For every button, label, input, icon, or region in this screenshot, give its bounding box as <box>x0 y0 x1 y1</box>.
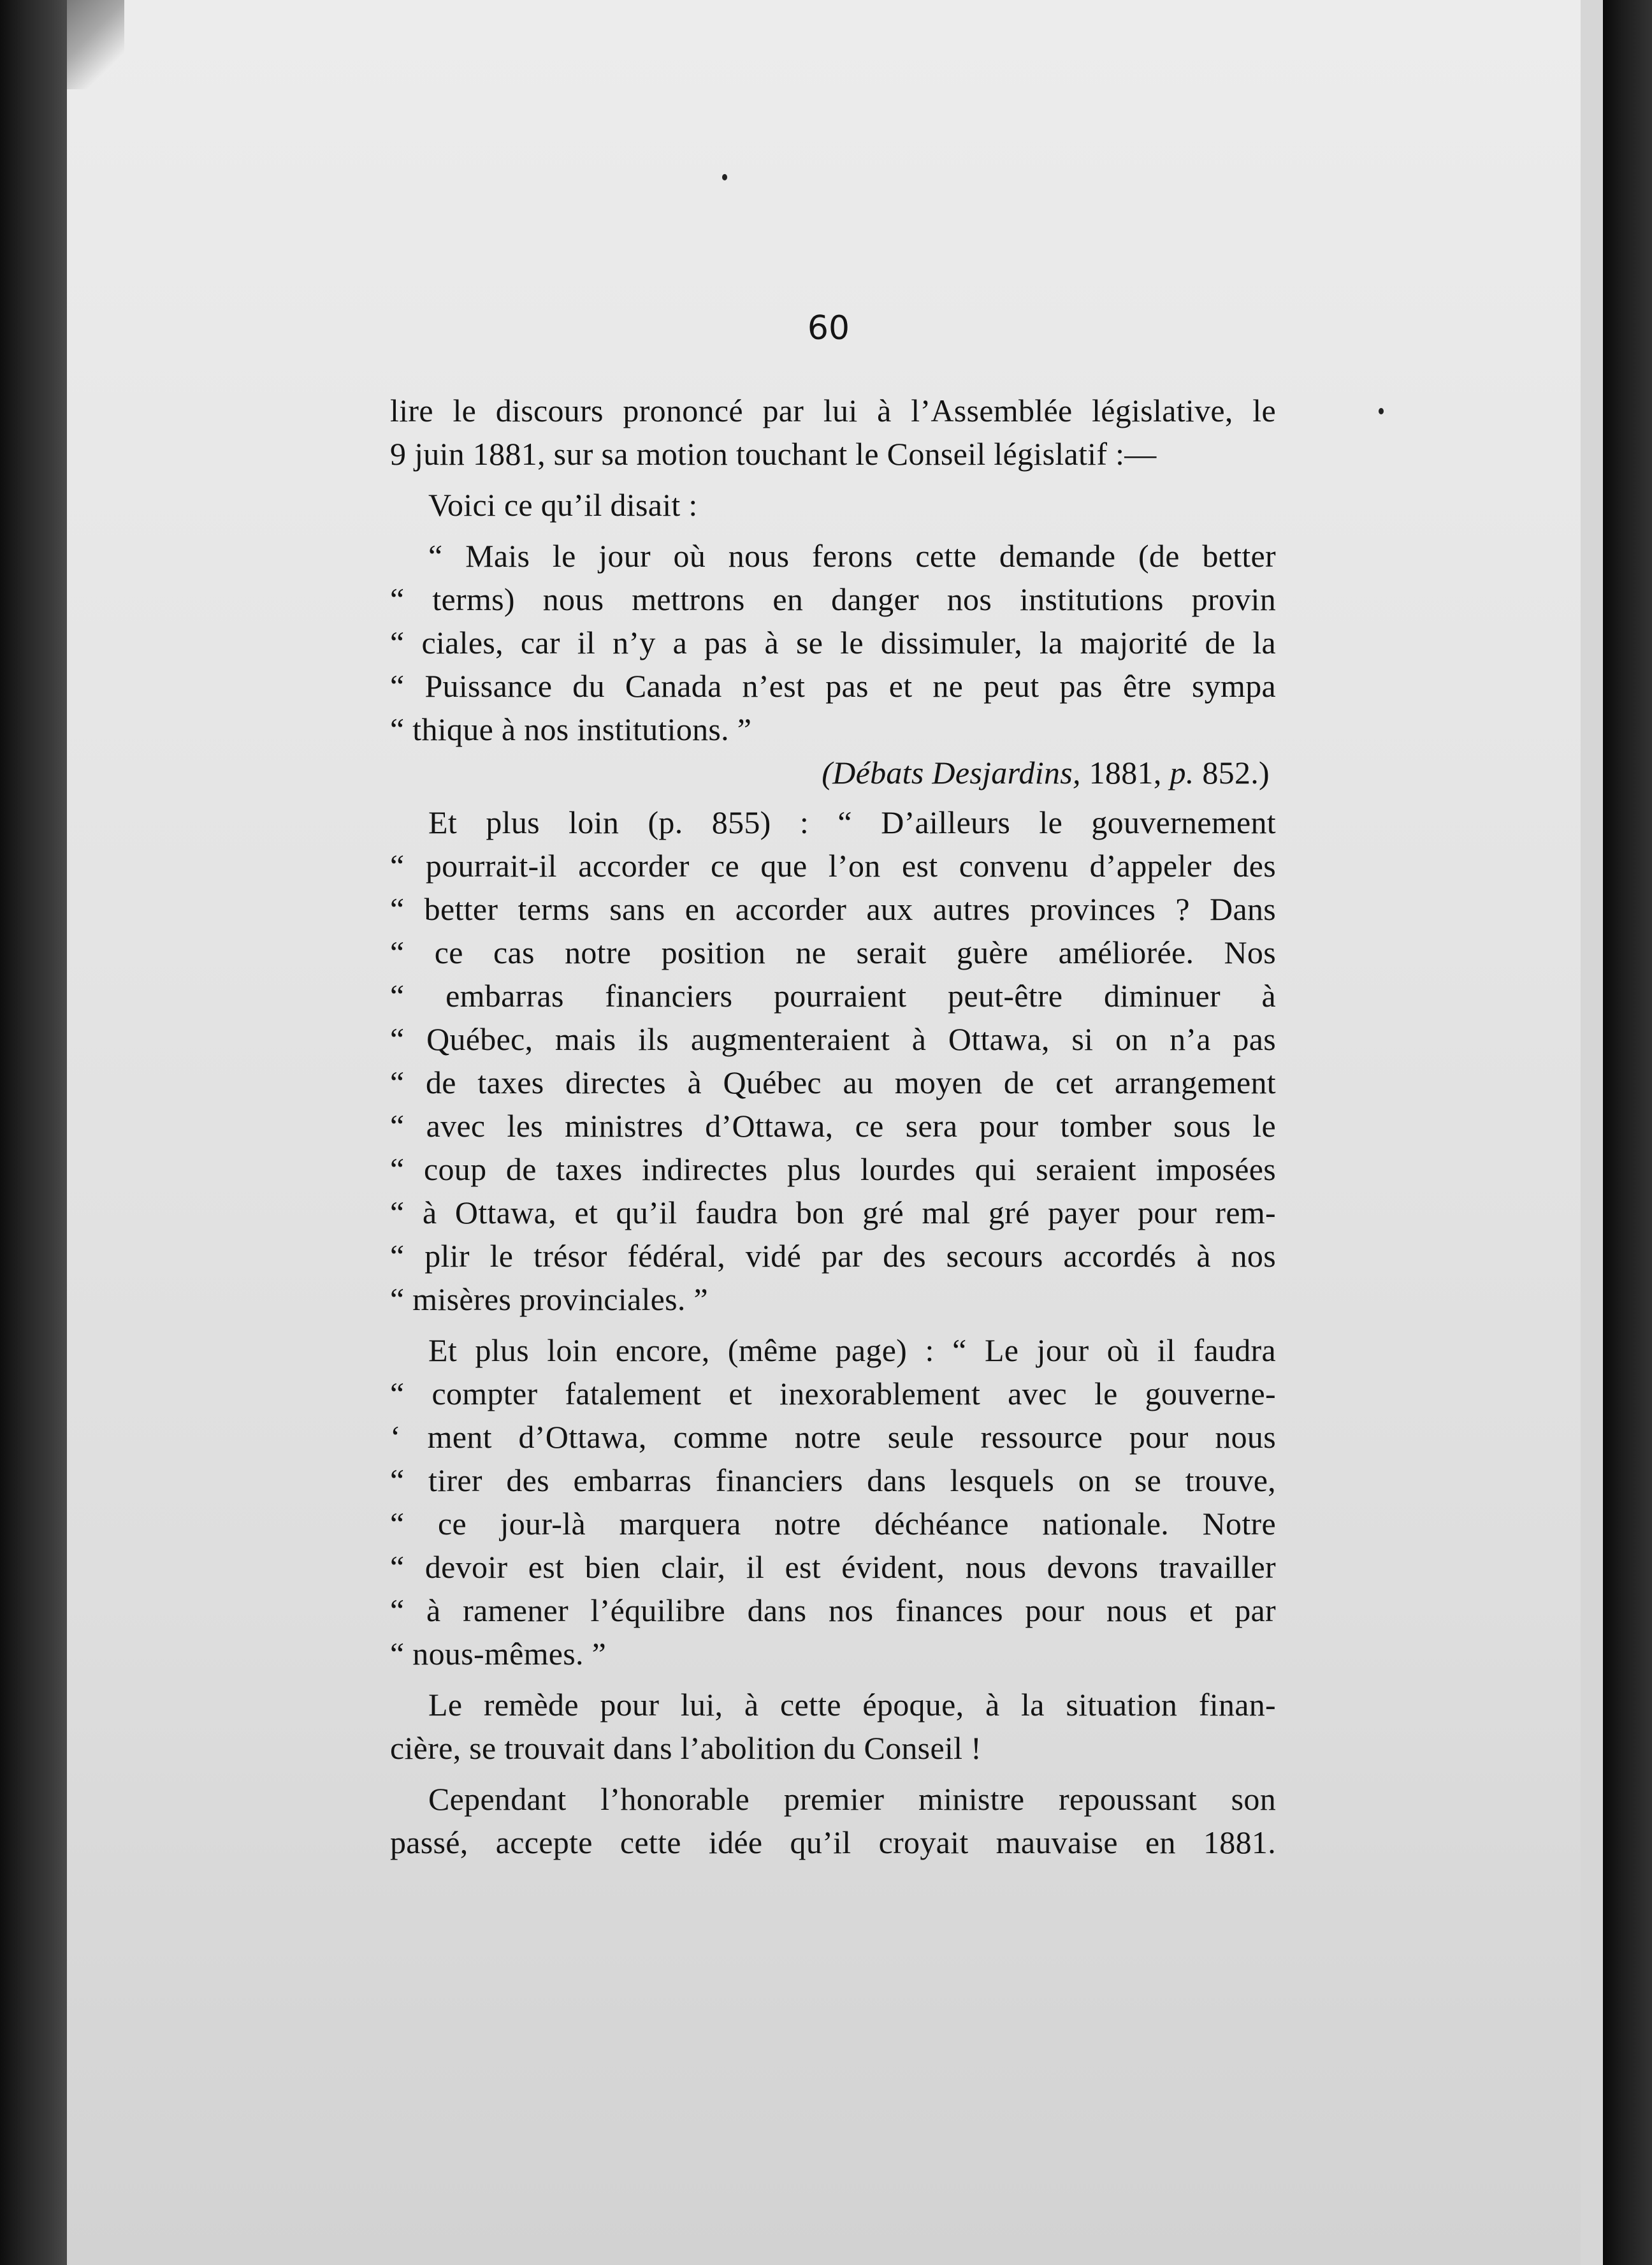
text-line: “ de taxes directes à Québec au moyen de cet arrangement <box>390 1065 1276 1100</box>
page-body <box>390 389 1276 1864</box>
text-line: 9 juin 1881, sur sa motion touchant le Conseil législatif :— <box>390 436 1157 472</box>
text-line: “ avec les ministres d’Ottawa, ce sera pour tomber sous le <box>390 1108 1276 1144</box>
text-line: lire le discours prononcé par lui à l’Assemblée législative, le <box>390 393 1276 428</box>
text-line: “ pourrait-il accorder ce que l’on est convenu d’appeler des <box>390 848 1276 884</box>
cependant-paragraph <box>390 1777 1276 1864</box>
text-line: “ Québec, mais ils augmenteraient à Ottawa, si on n’a pas <box>390 1021 1276 1057</box>
text-line: “ coup de taxes indirectes plus lourdes qui seraient imposées <box>390 1151 1276 1187</box>
text-line: “ devoir est bien clair, il est évident, nous devons travailler <box>390 1549 1276 1585</box>
text-line: “ tirer des embarras financiers dans lesquels on se trouve, <box>390 1462 1276 1498</box>
ink-speck <box>1379 408 1384 414</box>
text-line: “ compter fatalement et inexorablement avec le gouverne- <box>390 1376 1276 1411</box>
text-line: Et plus loin encore, (même page) : “ Le jour où il faudra <box>428 1332 1276 1368</box>
text-line: “ à ramener l’équilibre dans nos finances pour nous et par <box>390 1592 1276 1628</box>
text-line: “ thique à nos institutions. ” <box>390 711 752 747</box>
right-page-gutter <box>1581 0 1603 2265</box>
text-line: ‘ ment d’Ottawa, comme notre seule ressource pour nous <box>390 1419 1276 1455</box>
text-line: “ Mais le jour où nous ferons cette demande (de better <box>428 538 1276 574</box>
left-scan-edge <box>0 0 67 2265</box>
citation-source: Débats Desjardins, <box>832 755 1081 790</box>
citation-year: 1881, <box>1080 755 1170 790</box>
remede-paragraph <box>390 1683 1276 1770</box>
text-line: “ terms) nous mettrons en danger nos institutions provin <box>390 581 1276 617</box>
citation-page-abbr: p. <box>1170 755 1194 790</box>
text-line: “ à Ottawa, et qu’il faudra bon gré mal gré payer pour rem- <box>390 1195 1276 1230</box>
text-line: “ plir le trésor fédéral, vidé par des secours accordés à nos <box>390 1238 1276 1274</box>
quotation-block <box>390 534 1276 751</box>
text-line: “ misères provinciales. ” <box>390 1281 708 1317</box>
text-line: “ ciales, car il n’y a pas à se le dissimuler, la majorité de la <box>390 625 1276 660</box>
text-line: “ embarras financiers pourraient peut-être diminuer à <box>390 978 1276 1014</box>
text-line: Le remède pour lui, à cette époque, à la situation finan- <box>428 1687 1276 1722</box>
ink-speck <box>722 174 727 180</box>
quotation-block <box>390 1329 1276 1675</box>
folded-page-corner <box>67 0 124 89</box>
page-number: 60 <box>807 309 850 347</box>
text-line: “ Puissance du Canada n’est pas et ne peut pas être sympa <box>390 668 1276 704</box>
text-line: Cependant l’honorable premier ministre repoussant son <box>428 1781 1276 1817</box>
text-line: “ ce jour-là marquera notre déchéance nationale. Notre <box>390 1506 1276 1541</box>
citation-page-number: 852.) <box>1194 755 1270 790</box>
quotation-block <box>390 801 1276 1321</box>
text-line: passé, accepte cette idée qu’il croyait mauvaise en 1881. <box>390 1824 1276 1860</box>
text-line: Et plus loin (p. 855) : “ D’ailleurs le gouvernement <box>428 805 1276 840</box>
intro-paragraph <box>390 389 1276 476</box>
text-line: cière, se trouvait dans l’abolition du Conseil ! <box>390 1730 982 1766</box>
text-line: “ ce cas notre position ne serait guère améliorée. Nos <box>390 935 1276 970</box>
text-line: “ nous-mêmes. ” <box>390 1636 607 1671</box>
citation <box>390 751 1270 794</box>
lead-in-paragraph: Voici ce qu’il disait : <box>428 487 698 523</box>
text-line: “ better terms sans en accorder aux autres provinces ? Dans <box>390 891 1276 927</box>
citation-open: ( <box>822 755 833 790</box>
right-scan-edge <box>1603 0 1652 2265</box>
